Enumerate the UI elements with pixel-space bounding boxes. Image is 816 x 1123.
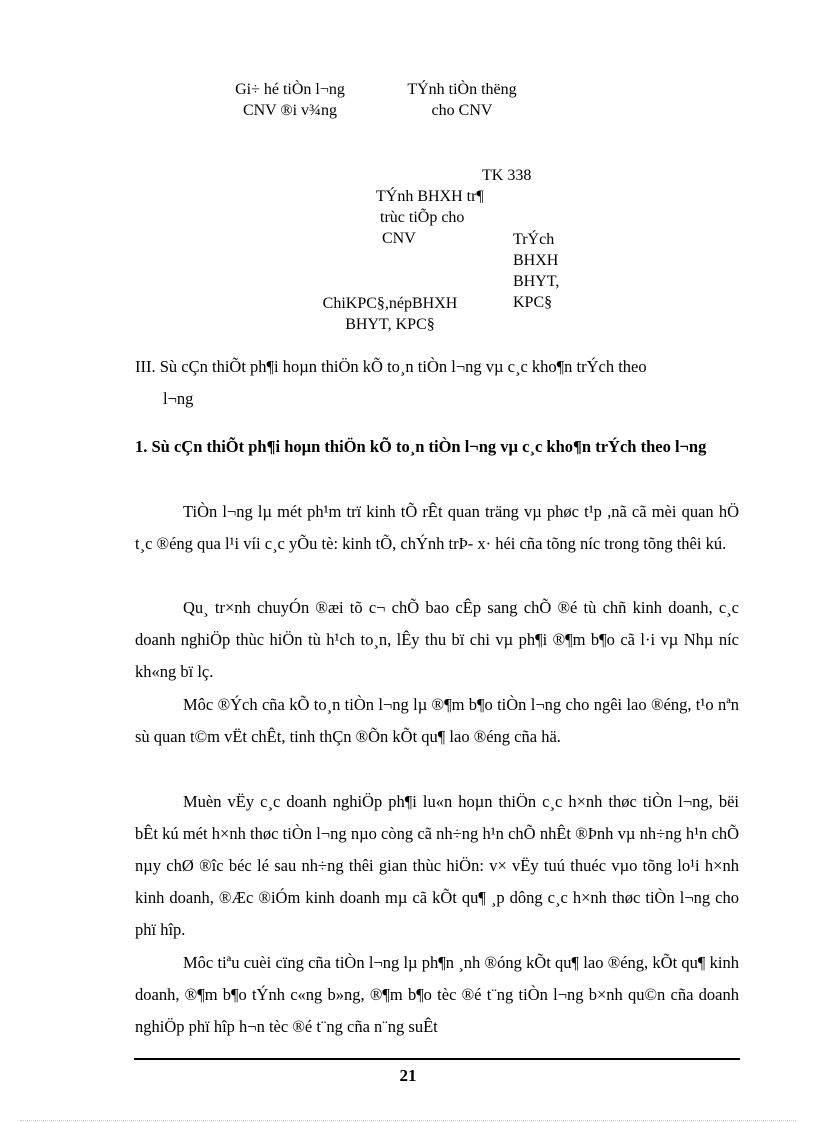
diagram-label-line: TrÝch [513,231,555,248]
page-bottom-border [20,1120,796,1121]
diagram-label-line: ChiKPC§,népBHXH [322,295,458,312]
diagram-label-payment [300,293,480,335]
diagram-label-line: KPC§ [513,294,553,311]
diagram-label-salary-held [210,79,370,121]
diagram-label-line: CNV [382,230,416,247]
diagram-label-deduction [513,229,559,313]
body-paragraph: TiÒn l¬ng lµ mét ph¹m trï kinh tÕ rÊt quan träng vµ phøc t¹p ,nã cã mèi quan hÖ t¸c ®éng qua l¹i víi c¸c yÕu tè: kinh tÕ, chÝnh trÞ- x· héi cña tõng níc trong tõng thêi kú. [135,502,739,553]
diagram-label-line: cho CNV [431,102,493,119]
diagram-label-line: TÝnh tiÒn thëng [407,81,517,98]
section-heading-line: l¬ng [163,389,194,408]
diagram-label-line: BHYT, KPC§ [345,316,435,333]
diagram-label-line: trùc tiÕp cho [380,209,465,226]
diagram-label-bhxh-paid [376,186,484,249]
diagram-label-line: Gi÷ hé tiÒn l¬ng [235,81,345,98]
section-heading [135,351,739,415]
body-paragraph: Muèn vËy c¸c doanh nghiÖp ph¶i lu«n hoµn thiÖn c¸c h×nh thøc tiÒn l¬ng, bëi bÊt kú mét h×nh thøc tiÒn l¬ng nµo còng cã nh÷ng h¹n chÕ nhÊt ®Þnh vµ nh÷ng h¹n chÕ nµy chØ ®îc béc lé sau nh÷ng thêi gian thùc hiÖn: v× vËy tuú thuéc vµo tõng lo¹i h×nh kinh doanh, ®Æc ®iÓm kinh doanh mµ cã kÕt qu¶ ¸p dông c¸c h×nh thøc tiÒn l¬ng cho phï hîp. [135,792,739,939]
diagram-label-line: BHXH [513,252,559,269]
body-paragraph: Môc tiªu cuèi cïng cña tiÒn l¬ng lµ ph¶n ¸nh ®óng kÕt qu¶ lao ®éng, kÕt qu¶ kinh doanh, ®¶m b¶o tÝnh c«ng b»ng, ®¶m b¶o tèc ®é t¨ng tiÒn l¬ng b×nh qu©n cña doanh nghiÖp phï hîp h¬n tèc ®é t¨ng cña n¨ng suÊt [135,953,739,1036]
page-number: 21 [399,1066,417,1085]
section-heading-line: III. Sù cÇn thiÕt ph¶i hoµn thiÖn kÕ to¸n tiÒn l¬ng vµ c¸c kho¶n trÝch theo [135,357,647,376]
diagram-label-line: CNV ®i v¾ng [242,102,338,119]
body-paragraph: Qu¸ tr×nh chuyÓn ®æi tõ c¬ chÕ bao cÊp sang chÕ ®é tù chñ kinh doanh, c¸c doanh nghiÖp thùc hiÖn tù h¹ch to¸n, lÊy thu bï chi vµ ph¶i ®¶m b¶o cã l·i vµ Nhµ níc kh«ng bï lç. [135,598,739,681]
diagram-label-line: BHYT, [513,273,560,290]
subsection-heading: 1. Sù cÇn thiÕt ph¶i hoµn thiÖn kÕ to¸n tiÒn l¬ng vµ c¸c kho¶n trÝch theo l¬ng [135,437,707,456]
body-paragraph: Môc ®Ých cña kÕ to¸n tiÒn l¬ng lµ ®¶m b¶o tiÒn l¬ng cho ngêi lao ®éng, t¹o nªn sù quan t©m vËt chÊt, tinh thÇn ®Õn kÕt qu¶ lao ®éng cña hä. [135,695,739,746]
diagram-label-line: TÝnh BHXH tr¶ [376,188,484,205]
diagram-label-bonus [382,79,542,121]
footer-divider [134,1058,740,1060]
diagram-account-label: TK 338 [482,167,532,184]
